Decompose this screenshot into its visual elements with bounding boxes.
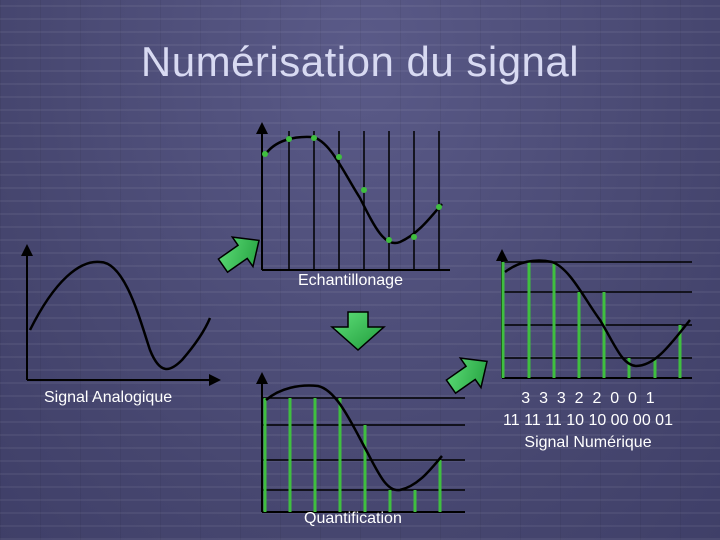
slide-title: Numérisation du signal [140,38,580,85]
digital-signal-block [478,388,698,454]
sampling-panel [262,128,450,270]
quantization-panel [262,378,465,512]
analog-curve [30,262,210,369]
quantization-label: Quantification [304,510,402,527]
sampling-label: Echantillonage [298,272,403,289]
digital-signal-panel [502,255,692,378]
sample-point [361,187,367,193]
analog-signal-panel [27,250,215,380]
sample-point [262,151,268,157]
digital-codes-row: 11 11 11 10 10 00 00 01 [503,412,673,429]
arrow-down-icon [332,312,384,350]
quantization-curve [266,386,442,491]
arrow-to-sampling-icon [213,226,270,281]
sample-point [386,237,392,243]
sample-point [311,135,317,141]
sample-point [286,136,292,142]
sample-point [336,154,342,160]
sample-point [436,204,442,210]
sampling-curve [265,137,442,243]
digital-levels-row: 3 3 3 2 2 0 0 1 [521,390,655,407]
analog-signal-label: Signal Analogique [44,389,173,406]
digital-curve [505,260,690,366]
sample-point [411,234,417,240]
digital-signal-label: Signal Numérique [524,434,652,451]
